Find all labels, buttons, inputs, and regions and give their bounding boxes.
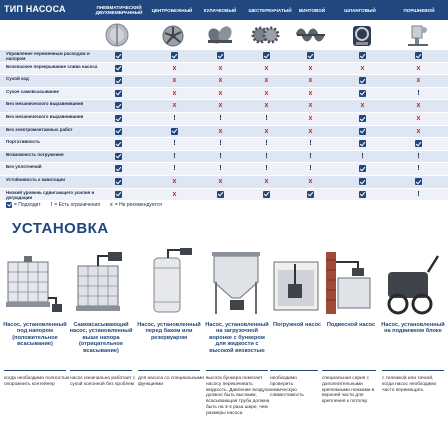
cell-not-recommended: x — [360, 64, 365, 72]
cell-not-recommended: x — [264, 102, 269, 110]
row-label: Без механического выравнивания — [6, 101, 84, 107]
check-icon — [359, 115, 366, 122]
cell-limited: ! — [417, 165, 420, 173]
cell-not-recommended: x — [308, 64, 313, 72]
cell-suitable — [114, 178, 123, 186]
column-header-screw: ВИНТОВОЙ — [298, 7, 326, 13]
cell-limited: ! — [219, 152, 222, 160]
cell-suitable — [306, 191, 315, 199]
cell-suitable — [114, 115, 123, 123]
cell-not-recommended: x — [264, 64, 269, 72]
row-label: Без механического выравнивания — [6, 114, 84, 119]
cell-suitable — [114, 140, 123, 148]
divider — [4, 370, 66, 371]
cell-limited: ! — [265, 115, 268, 122]
check-icon — [217, 191, 224, 198]
cell-limited: ! — [219, 165, 222, 173]
row-label: Сухое самовсасывание — [6, 88, 60, 94]
cell-not-recommended: x — [416, 77, 421, 85]
column-header-piston: ПОРШНЕВОЙ — [403, 7, 435, 13]
table-row — [0, 151, 448, 164]
divider — [70, 370, 132, 371]
cell-not-recommended: x — [264, 127, 269, 135]
table-row — [0, 126, 448, 139]
install-desc-hopper: высота бункера помогает насосу перекачивать жидкость. Давление воздуха должно быть высоким, всасывающая труба должна быть на 3-4 раза шире, чем размеры насоса — [206, 376, 270, 416]
divider — [322, 370, 376, 371]
row-label: Управление переменным расходом и напором — [6, 51, 90, 61]
cell-limited: ! — [417, 190, 420, 198]
check-icon — [115, 140, 122, 147]
legend-limited-label: = Есть ограничения — [54, 202, 101, 208]
cell-limited: ! — [173, 140, 176, 148]
row-label: Сухой ход — [6, 76, 29, 82]
check-icon — [263, 52, 270, 59]
cell-not-recommended: x — [308, 127, 313, 135]
cell-suitable — [114, 90, 123, 98]
cell-limited: ! — [219, 115, 222, 122]
divider — [382, 370, 444, 371]
cell-limited: ! — [173, 115, 176, 122]
install-caption-before-tank: Насос, установленный перед баком или резервуаром — [137, 322, 201, 341]
table-row — [0, 113, 448, 126]
cell-suitable — [414, 52, 423, 60]
cell-suitable — [358, 128, 367, 136]
row-label: Устойчивость к кавитации — [6, 177, 65, 182]
cell-not-recommended: x — [218, 77, 223, 85]
cell-limited: ! — [309, 165, 312, 173]
row-label: Безопасное перекрывание слива насоса — [6, 63, 98, 69]
check-icon — [115, 102, 122, 109]
centrifugal-pump-icon — [160, 22, 186, 48]
cell-limited: ! — [219, 140, 222, 148]
trolley-pump-illustration — [378, 248, 444, 318]
check-icon — [415, 52, 422, 59]
cell-not-recommended: x — [308, 178, 313, 185]
cell-suitable — [358, 52, 367, 60]
cell-suitable — [114, 153, 123, 161]
check-icon — [415, 140, 422, 147]
cell-limited: ! — [417, 89, 420, 97]
cell-suitable — [114, 128, 123, 136]
cell-not-recommended: x — [218, 64, 223, 72]
divider — [206, 370, 268, 371]
screw-pump-icon — [296, 22, 326, 48]
cell-not-recommended: x — [218, 89, 223, 97]
install-caption-hopper: Насос, установленный на загрузочной воронке с бункером для жидкости с высокой вязкостью — [205, 322, 269, 354]
cell-limited: ! — [265, 152, 268, 160]
cell-suitable — [358, 90, 367, 98]
cell-suitable — [114, 52, 123, 60]
cell-not-recommended: x — [172, 89, 177, 97]
check-icon — [307, 52, 314, 59]
cell-suitable — [114, 65, 123, 73]
table-header — [0, 0, 448, 20]
install-caption-self-priming: Самовсасывающий насос, установленный выше напора (отрицательное всасывание) — [69, 322, 133, 354]
column-header-hose: ШЛАНГОВЫЙ — [344, 7, 376, 13]
cell-limited: ! — [265, 165, 268, 173]
cell-not-recommended: x — [416, 102, 421, 110]
cell-limited: ! — [173, 165, 176, 173]
cell-not-recommended: x — [172, 77, 177, 85]
check-icon — [359, 140, 366, 147]
install-desc-before-tank: для насоса со специальными функциями — [138, 376, 204, 387]
cell-not-recommended: x — [308, 115, 313, 122]
check-icon — [115, 191, 122, 198]
check-icon — [263, 191, 270, 198]
gear-pump-icon — [250, 22, 280, 48]
check-icon — [6, 202, 12, 208]
table-row — [0, 75, 448, 88]
cell-not-recommended: x — [172, 64, 177, 72]
cell-limited: ! — [309, 140, 312, 148]
install-caption-submersible: Погружной насос — [272, 322, 322, 328]
cell-suitable — [262, 191, 271, 199]
check-icon — [115, 115, 122, 122]
cell-not-recommended: x — [308, 77, 313, 85]
tank-self-priming-illustration — [68, 248, 132, 318]
check-icon — [307, 191, 314, 198]
column-header-lobe: КУЛАЧКОВЫЙ — [203, 7, 237, 13]
piston-pump-icon — [406, 22, 430, 48]
cell-suitable — [358, 191, 367, 199]
cell-suitable — [114, 102, 123, 110]
table-legend — [6, 202, 162, 208]
cell-suitable — [306, 52, 315, 60]
cell-suitable — [170, 52, 179, 60]
check-icon — [359, 90, 366, 97]
suspended-pump-illustration — [324, 248, 374, 318]
lobe-pump-icon — [206, 22, 234, 48]
barrel-pump-illustration — [138, 248, 202, 318]
cell-not-recommended: x — [416, 127, 421, 135]
column-header-diaphragm: ПНЕВМАТИЧЕСКИЙ ДВУХМЕМБРАННЫЙ — [95, 5, 143, 15]
legend-suitable-label: = Подходит — [14, 202, 41, 208]
cell-suitable — [114, 165, 123, 173]
cell-not-recommended: x — [264, 178, 269, 185]
check-icon — [115, 65, 122, 72]
table-row — [0, 50, 448, 63]
legend-suitable — [6, 202, 41, 208]
table-row — [0, 63, 448, 76]
cell-not-recommended: x — [360, 102, 365, 110]
pump-icons-row — [0, 20, 448, 50]
check-icon — [359, 77, 366, 84]
cell-not-recommended: x — [264, 77, 269, 85]
diaphragm-pump-icon — [104, 22, 130, 48]
cell-not-recommended: x — [264, 89, 269, 97]
install-desc-trolley: с тележкой или тачкой, когда насос необходимо часто перемещать — [382, 376, 437, 393]
check-icon — [359, 128, 366, 135]
legend-not-recommended — [110, 202, 162, 208]
check-icon — [115, 128, 122, 135]
cell-suitable — [358, 165, 367, 173]
row-label: Портативность — [6, 139, 40, 145]
cell-suitable — [262, 52, 271, 60]
cell-not-recommended: x — [218, 178, 223, 185]
cell-suitable — [216, 52, 225, 60]
cell-suitable — [358, 140, 367, 148]
check-icon — [359, 191, 366, 198]
cell-suitable — [216, 191, 225, 199]
install-caption-flooded: Насос, установленный под напором (положительное всасывание) — [3, 322, 67, 348]
cell-not-recommended: x — [416, 64, 421, 72]
cell-limited: ! — [309, 152, 312, 160]
cell-not-recommended: x — [172, 178, 177, 185]
divider — [138, 370, 200, 371]
install-caption-trolley: Насос, установленный на подвижном блоке — [381, 322, 445, 335]
submersible-pump-illustration — [270, 248, 322, 318]
cell-limited: ! — [361, 152, 364, 160]
hopper-pump-illustration — [206, 248, 270, 318]
install-desc-suspended: специальная серия с дополнительными крепежными ножками в верхней части для крепления к потолку — [322, 376, 375, 405]
cell-limited: ! — [417, 152, 420, 160]
cell-suitable — [114, 77, 123, 85]
installation-title: УСТАНОВКА — [12, 220, 109, 237]
cell-suitable — [358, 77, 367, 85]
cell-suitable — [414, 178, 423, 186]
cell-suitable — [358, 115, 367, 123]
cell-suitable — [170, 128, 179, 136]
check-icon — [359, 165, 366, 172]
table-row — [0, 100, 448, 113]
cell-not-recommended: x — [218, 102, 223, 110]
install-desc-self-priming: насос изначально работает с сухой колонной без проблем — [70, 376, 136, 387]
ibc-tank-pump-illustration — [2, 248, 66, 318]
check-icon — [115, 77, 122, 84]
cell-not-recommended: x — [308, 102, 313, 110]
check-icon — [115, 90, 122, 97]
x-icon: x — [110, 202, 113, 208]
cell-suitable — [114, 191, 123, 199]
legend-limited — [51, 202, 100, 208]
check-icon — [115, 153, 122, 160]
row-label: Без электромонтажных работ — [6, 126, 73, 132]
hose-pump-icon — [350, 22, 374, 48]
cell-not-recommended: x — [172, 102, 177, 110]
limit-icon: ! — [50, 202, 53, 208]
table-title: ТИП НАСОСА — [4, 4, 66, 14]
table-row — [0, 163, 448, 176]
table-row — [0, 189, 448, 202]
cell-not-recommended: x — [172, 190, 177, 198]
check-icon — [217, 52, 224, 59]
table-row — [0, 88, 448, 101]
legend-not-recommended-label: = Не рекомендуется — [114, 202, 162, 208]
table-row — [0, 176, 448, 189]
install-caption-suspended: Подвесной насос — [326, 322, 376, 328]
install-desc-flooded: когда необходимо полностью опорожнить контейнер — [4, 376, 70, 387]
cell-limited: ! — [173, 152, 176, 160]
cell-not-recommended: x — [218, 127, 223, 135]
cell-suitable — [358, 178, 367, 186]
cell-limited: ! — [265, 140, 268, 148]
check-icon — [171, 52, 178, 59]
column-header-centrifugal: ЦЕНТРОБЕЖНЫЙ — [151, 7, 193, 13]
check-icon — [415, 178, 422, 185]
cell-suitable — [414, 140, 423, 148]
install-desc-submersible: необходимо проверить химическую совместимость — [270, 376, 304, 399]
table-row — [0, 138, 448, 151]
cell-not-recommended: x — [416, 115, 421, 122]
check-icon — [359, 52, 366, 59]
check-icon — [359, 178, 366, 185]
divider — [270, 370, 318, 371]
row-label: Возможность погружения — [6, 151, 64, 157]
cell-not-recommended: x — [308, 89, 313, 97]
check-icon — [115, 165, 122, 172]
column-header-gear: ШЕСТЕРЕНЧАТЫЙ — [248, 7, 292, 13]
row-label: Без уплотнений — [6, 164, 42, 170]
check-icon — [115, 178, 122, 185]
check-icon — [115, 52, 122, 59]
check-icon — [171, 128, 178, 135]
row-label: Низкий уровень сдвигающего усилия и деградации — [6, 189, 95, 200]
